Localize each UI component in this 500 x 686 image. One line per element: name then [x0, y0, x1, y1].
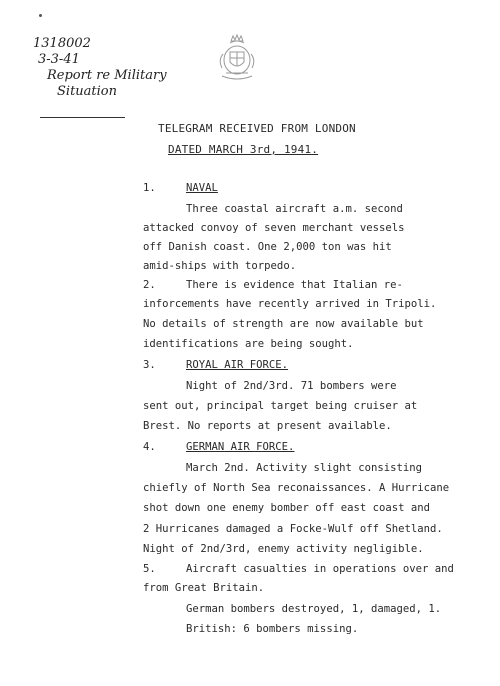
section-line: There is evidence that Italian re-: [186, 279, 403, 291]
handwritten-annotation: [33, 36, 167, 100]
section-line: No details of strength are now available but: [143, 318, 424, 330]
annotation-file-number: 1318002: [33, 36, 91, 51]
section-line: March 2nd. Activity slight consisting: [186, 462, 422, 474]
section-line: identifications are being sought.: [143, 338, 354, 350]
section-line: inforcements have recently arrived in Tripoli.: [143, 298, 437, 310]
section-line: shot down one enemy bomber off east coast and: [143, 502, 431, 514]
section-line: off Danish coast. One 2,000 ton was hit: [143, 241, 392, 253]
section-line: Night of 2nd/3rd, enemy activity negligible.: [143, 543, 424, 555]
telegram-date: DATED MARCH 3rd, 1941.: [168, 143, 319, 156]
section-line: from Great Britain.: [143, 582, 265, 594]
section-line: 2 Hurricanes damaged a Focke-Wulf off Shetland.: [143, 523, 443, 535]
telegram-title: TELEGRAM RECEIVED FROM LONDON: [158, 122, 356, 135]
section-number: 5.: [143, 563, 156, 575]
annotation-date: 3-3-41: [38, 52, 80, 67]
margin-mark: [39, 14, 42, 17]
section-line: Brest. No reports at present available.: [143, 420, 392, 432]
annotation-underline: [40, 117, 125, 118]
section-number: 1.: [143, 182, 156, 194]
section-line: British: 6 bombers missing.: [186, 623, 359, 635]
annotation-subject-line1: Report re Military: [47, 68, 167, 83]
section-line: attacked convoy of seven merchant vessels: [143, 222, 405, 234]
section-number: 3.: [143, 359, 156, 371]
section-line: amid-ships with torpedo.: [143, 260, 297, 272]
section-heading-royal-air-force: ROYAL AIR FORCE.: [186, 359, 289, 371]
section-line: chiefly of North Sea reconaissances. A Hurricane: [143, 482, 450, 494]
section-line: Aircraft casualties in operations over and: [186, 563, 454, 575]
section-number: 4.: [143, 441, 156, 453]
section-line: Three coastal aircraft a.m. second: [186, 203, 403, 215]
section-line: German bombers destroyed, 1, damaged, 1.: [186, 603, 442, 615]
section-number: 2.: [143, 279, 156, 291]
royal-coat-of-arms-icon: [214, 32, 260, 84]
annotation-subject-line2: Situation: [57, 84, 117, 99]
section-heading-naval: NAVAL: [186, 182, 218, 194]
section-heading-german-air-force: GERMAN AIR FORCE.: [186, 441, 295, 453]
section-line: sent out, principal target being cruiser at: [143, 400, 418, 412]
section-line: Night of 2nd/3rd. 71 bombers were: [186, 380, 397, 392]
